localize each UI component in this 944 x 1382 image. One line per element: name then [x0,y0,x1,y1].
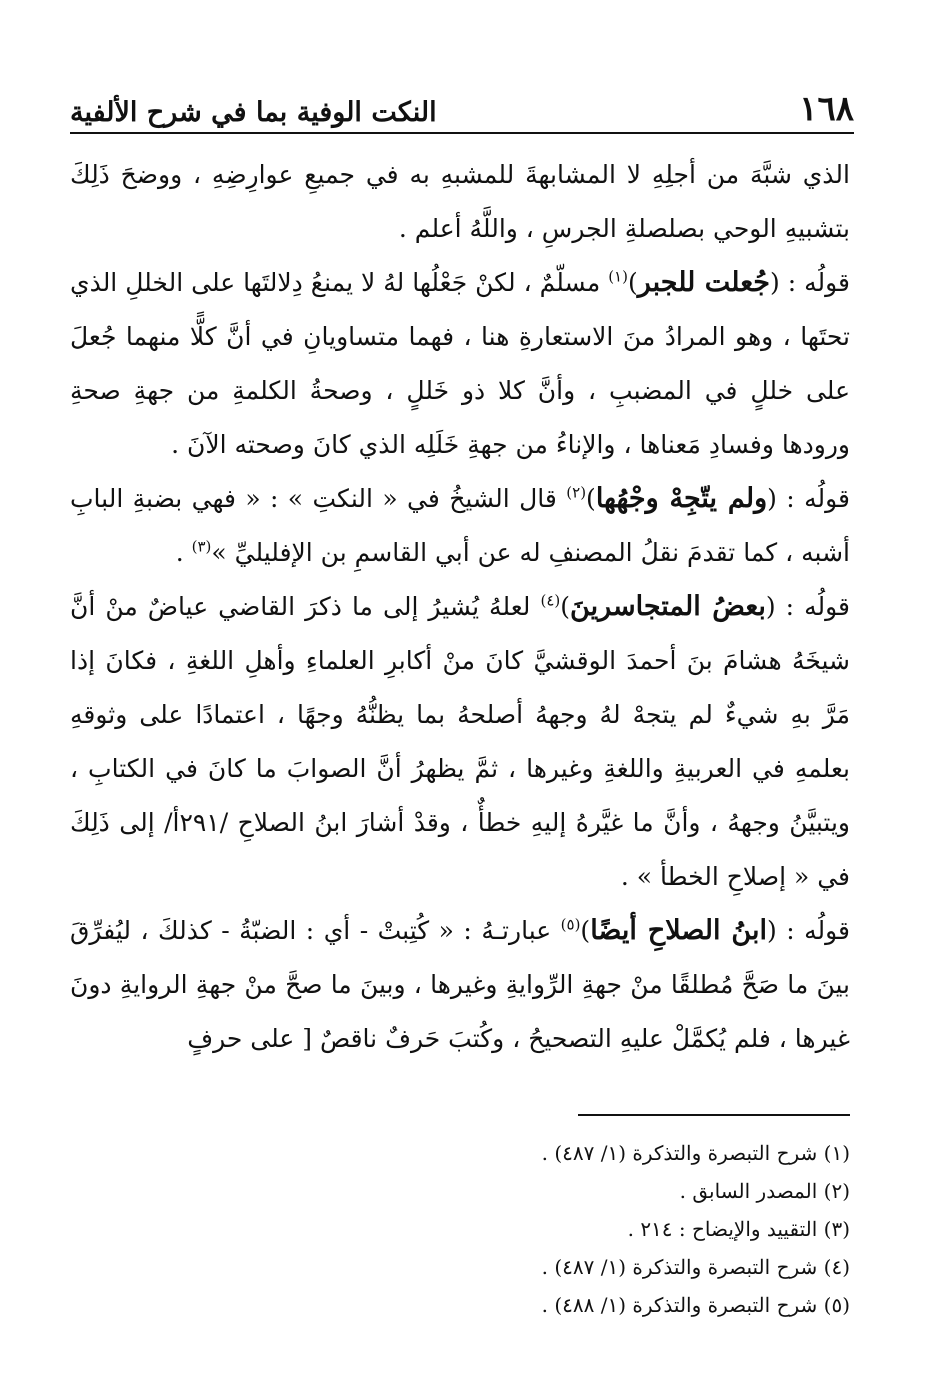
footnotes [70,1134,850,1324]
quoted-phrase: جُعلت للجبر [637,267,770,298]
page-header [70,70,854,134]
quoted-phrase: بعضُ المتجاسرينَ [570,591,766,622]
paragraph-5 [70,904,850,1066]
paragraph-text: قال الشيخُ في « النكتِ » : « فهي بضبةِ البابِ أشبه ، كما تقدمَ نقلُ المصنفِ له عن أبي القاسمِ بن الإفليليِّ » [70,484,850,567]
footnote-ref: (٤) [540,591,561,610]
paragraph-1 [70,148,850,256]
paragraph-text: عبارتـهُ : « كُتِبتْ - أي : الضبّةُ - كذلكَ ، ليُفرِّقَ بينَ ما صَحَّ مُطلقًا منْ جهةِ الرِّوايةِ وغيرها ، وبينَ ما صحَّ منْ جهةِ الروايةِ دونَ غيرها ، فلم يُكمَّلْ عليهِ التصحيحُ ، وكُتبَ حَرفٌ ناقصٌ [ على حرفٍ [70,916,850,1053]
footnote-3: (٣) التقييد والإيضاح : ٢١٤ . [627,1217,850,1241]
quoted-phrase: ابنُ الصلاحِ أيضًا [590,915,767,946]
paragraph-close: ) [586,484,596,513]
quoted-phrase: ولم يتّجِهْ وجْهُها [595,483,768,514]
paragraph-lead: قولُه : ( [765,592,850,621]
paragraph-close: ) [560,592,571,621]
paragraph-text: لعلهُ يُشيرُ إلى ما ذكرَ القاضي عياضٌ منْ أنَّ شيخَهُ هشامَ بنَ أحمدَ الوقشيَّ كانَ منْ أكابرِ العلماءِ وأهلِ اللغةِ ، فكانَ إذا مَرَّ بهِ شيءٌ لم يتجهْ لهُ وجههُ أصلحهُ بما يظنُّهُ وجهًا ، اعتمادًا على وثوقهِ بعلمهِ في العربيةِ واللغةِ وغيرها ، ثمَّ يظهرُ أنَّ الصوابَ ما كانَ في الكتابِ ، ويتبيَّنُ وجههُ ، وأنَّ ما غيَّرهُ إليهِ خطأٌ ، وقدْ أشارَ ابنُ الصلاحِ /٢٩١أ/ إلى ذَلِكَ في « إصلاحِ الخطأ » . [70,592,850,891]
paragraph-3 [70,472,850,580]
paragraph-end: . [175,538,192,567]
paragraph-4 [70,580,850,904]
paragraph-text: الذي شبَّهَ من أجلِهِ لا المشابهةَ للمشبهِ به في جميعِ عوارِضِهِ ، ووضحَ ذَلِكَ بتشبيهِ الوحي بصلصلةِ الجرسِ ، واللَّهُ أعلم . [70,160,850,243]
footnote-2: (٢) المصدر السابق . [679,1179,850,1203]
footnote-1: (١) شرح التبصرة والتذكرة (١/ ٤٨٧) . [541,1141,850,1165]
paragraph-2 [70,256,850,472]
paragraph-lead: قولُه : ( [767,484,850,513]
main-text [70,148,850,1066]
footnote-ref: (٣) [191,537,212,556]
paragraph-close: ) [627,268,638,297]
paragraph-lead: قولُه : ( [766,916,850,945]
running-title: النكت الوفية بما في شرح الألفية [70,97,437,128]
footnote-ref: (٥) [560,915,581,934]
footnote-5: (٥) شرح التبصرة والتذكرة (١/ ٤٨٨) . [541,1293,850,1317]
footnote-ref: (٢) [566,483,587,502]
paragraph-close: ) [580,916,591,945]
paragraph-lead: قولُه : ( [769,268,850,297]
footnote-ref: (١) [608,267,628,286]
footnote-divider [578,1114,850,1116]
footnote-4: (٤) شرح التبصرة والتذكرة (١/ ٤٨٧) . [541,1255,850,1279]
page-number: ١٦٨ [799,89,854,129]
paragraph-text: مسلّمٌ ، لكنْ جَعْلُها لهُ لا يمنعُ دِلالتَها على الخللِ الذي تحتَها ، وهو المرادُ منَ الاستعارةِ هنا ، فهما متساويانِ في أنَّ كلًّا منهما جُعلَ على خللٍ في المضببِ ، وأنَّ كلا ذو خَللٍ ، وصحةُ الكلمةِ من جهةِ صحةِ ورودها وفسادِ مَعناها ، والإناءُ من جهةِ خَلَلِه الذي كانَ وصحته الآنَ . [70,268,850,459]
